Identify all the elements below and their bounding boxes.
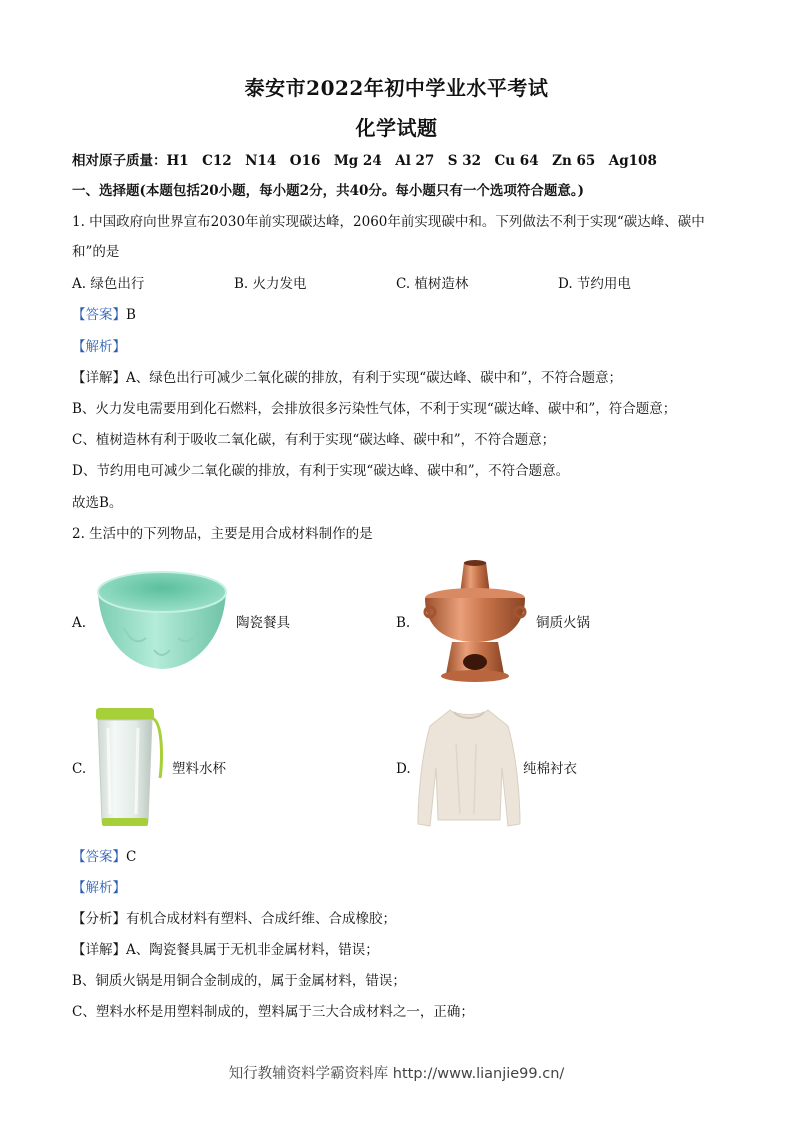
q1-answer-label: 【答案】 [72,307,126,323]
q2-option-b-letter: B. [396,615,411,631]
q1-stem-line1: 1. 中国政府向世界宣布2030年前实现碳达峰，2060年前实现碳中和。下列做法不利于实现“碳达峰、碳中 [72,214,705,230]
q1-stem-line2: 和”的是 [72,244,120,260]
q1-answer [72,306,136,324]
q2-detail-line-c: C、塑料水杯是用塑料制成的，塑料属于三大合成材料之一，正确； [72,1004,474,1020]
atomic-mass-line: 相对原子质量：H1 C12 N14 O16 Mg 24 Al 27 S 32 Cu 64 Zn 65 Ag108 [72,153,657,169]
q1-option-c: C. 植树造林 [396,276,469,292]
plastic-cup-image [92,706,164,830]
q2-detail-label: 【详解】 [72,942,126,958]
q2-option-a-letter: A. [72,615,87,631]
q2-fenxi [72,910,396,928]
q1-detail-line-b: B、火力发电需要用到化石燃料，会排放很多污染性气体，不利于实现“碳达峰、碳中和”，符合题意； [72,401,677,417]
q1-option-b: B. 火力发电 [234,276,307,292]
q2-answer-label: 【答案】 [72,849,126,865]
q2-detail-line-a [72,941,379,959]
q1-detail-line-d: D、节约用电可减少二氧化碳的排放，有利于实现“碳达峰、碳中和”，不符合题意。 [72,463,570,479]
footer-watermark: 知行教辅资料学霸资料库 http://www.lianjie99.cn/ [228,1066,565,1082]
q2-option-b-label: 铜质火锅 [536,615,590,631]
q2-analysis-label: 【解析】 [72,880,126,896]
q1-detail-label: 【详解】 [72,370,126,386]
q2-detail-text-a: A、陶瓷餐具属于无机非金属材料，错误； [126,942,379,958]
page-subtitle: 化学试题 [355,116,438,140]
q1-option-d: D. 节约用电 [558,276,631,292]
q2-stem: 2. 生活中的下列物品，主要是用合成材料制作的是 [72,526,373,542]
q2-option-d-label: 纯棉衬衣 [523,761,577,777]
cotton-shirt-image [416,704,522,830]
q2-answer [72,848,136,866]
q1-option-a: A. 绿色出行 [72,276,145,292]
q2-fenxi-text: 有机合成材料有塑料、合成纤维、合成橡胶； [126,911,396,927]
section-heading: 一、选择题(本题包括20小题，每小题2分，共40分。每小题只有一个选项符合题意。) [72,183,584,199]
q1-detail-text-a: A、绿色出行可减少二氧化碳的排放，有利于实现“碳达峰、碳中和”，不符合题意； [126,370,623,386]
q2-fenxi-label: 【分析】 [72,911,126,927]
q1-conclusion: 故选B。 [72,495,123,511]
q2-option-c-label: 塑料水杯 [172,761,226,777]
q1-detail-line-a [72,369,622,387]
q2-answer-value: C [126,849,137,865]
q1-detail-line-c: C、植树造林有利于吸收二氧化碳，有利于实现“碳达峰、碳中和”，不符合题意； [72,432,556,448]
q2-option-c-letter: C. [72,761,87,777]
q1-answer-value: B [126,307,136,323]
q1-analysis-label: 【解析】 [72,339,126,355]
q2-option-d-letter: D. [396,761,411,777]
q2-option-a-label: 陶瓷餐具 [236,615,290,631]
q2-detail-line-b: B、铜质火锅是用铜合金制成的，属于金属材料，错误； [72,973,406,989]
ceramic-bowl-image [94,568,230,674]
copper-hotpot-image [416,558,534,686]
page-title: 泰安市2022年初中学业水平考试 [244,76,549,100]
